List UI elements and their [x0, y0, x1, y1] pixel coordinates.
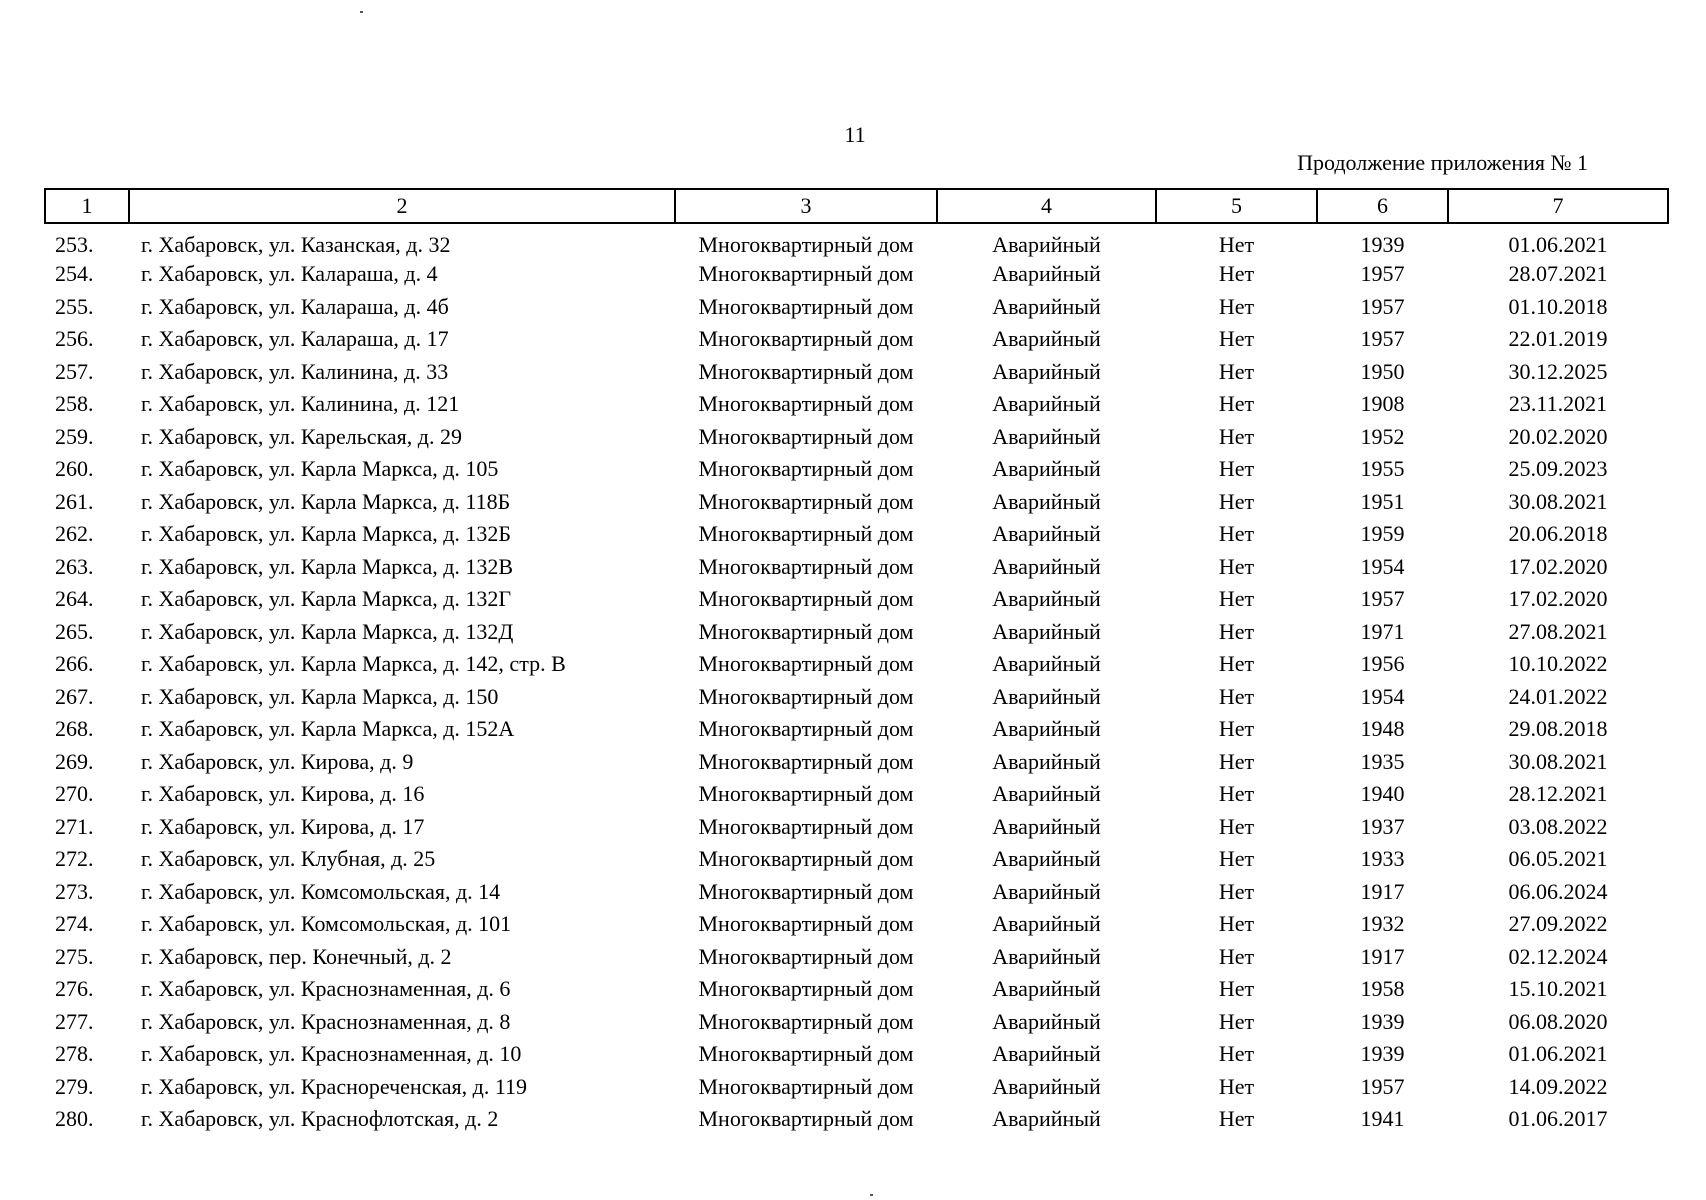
year-built-cell: 1951 — [1360, 488, 1405, 514]
building-type-cell: Многоквартирный дом — [698, 293, 914, 319]
row-number: 265. — [55, 618, 94, 644]
flag-cell: Нет — [1218, 911, 1255, 937]
condition-cell: Аварийный — [992, 618, 1101, 644]
table-row — [45, 1103, 1668, 1136]
flag-cell: Нет — [1218, 618, 1255, 644]
date-cell: 06.08.2020 — [1508, 1008, 1608, 1034]
row-number: 276. — [55, 976, 94, 1002]
building-type-cell: Многоквартирный дом — [698, 813, 914, 839]
building-type-cell: Многоквартирный дом — [698, 358, 914, 384]
year-built-cell: 1957 — [1360, 326, 1405, 352]
condition-cell: Аварийный — [992, 943, 1101, 969]
scan-speck-bottom — [870, 1194, 873, 1196]
year-built-cell: 1954 — [1360, 683, 1405, 709]
row-number: 259. — [55, 423, 94, 449]
flag-cell: Нет — [1218, 1106, 1255, 1132]
table-row — [45, 356, 1668, 389]
address-cell: г. Хабаровск, ул. Краснореченская, д. 119 — [141, 1073, 528, 1099]
column-header-2: 2 — [129, 189, 675, 223]
building-type-cell: Многоквартирный дом — [698, 683, 914, 709]
row-number: 261. — [55, 488, 94, 514]
row-number: 254. — [55, 261, 94, 287]
table-row — [45, 811, 1668, 844]
page-number: 11 — [844, 122, 866, 147]
table-row — [45, 388, 1668, 421]
date-cell: 29.08.2018 — [1508, 716, 1608, 742]
year-built-cell: 1950 — [1360, 358, 1405, 384]
flag-cell: Нет — [1218, 1073, 1255, 1099]
condition-cell: Аварийный — [992, 976, 1101, 1002]
row-number: 255. — [55, 293, 94, 319]
year-built-cell: 1957 — [1360, 261, 1405, 287]
flag-cell: Нет — [1218, 1041, 1255, 1067]
table-row — [45, 616, 1668, 649]
table-row — [45, 518, 1668, 551]
condition-cell: Аварийный — [992, 586, 1101, 612]
table-row — [45, 746, 1668, 779]
building-type-cell: Многоквартирный дом — [698, 911, 914, 937]
flag-cell: Нет — [1218, 261, 1255, 287]
address-cell: г. Хабаровск, ул. Карла Маркса, д. 132Г — [141, 586, 512, 612]
column-header-3: 3 — [675, 189, 937, 223]
year-built-cell: 1939 — [1360, 232, 1405, 257]
year-built-cell: 1957 — [1360, 1073, 1405, 1099]
flag-cell: Нет — [1218, 716, 1255, 742]
condition-cell: Аварийный — [992, 911, 1101, 937]
column-header-1: 1 — [45, 189, 129, 223]
year-built-cell: 1959 — [1360, 521, 1405, 547]
date-cell: 17.02.2020 — [1508, 586, 1608, 612]
row-number: 275. — [55, 943, 94, 969]
table-row — [45, 843, 1668, 876]
condition-cell: Аварийный — [992, 1041, 1101, 1067]
column-header-6: 6 — [1317, 189, 1448, 223]
appendix-continuation-label: Продолжение приложения № 1 — [1297, 150, 1588, 175]
address-cell: г. Хабаровск, ул. Краснознаменная, д. 6 — [141, 976, 511, 1002]
row-number: 272. — [55, 846, 94, 872]
year-built-cell: 1957 — [1360, 586, 1405, 612]
table-row — [45, 876, 1668, 909]
flag-cell: Нет — [1218, 846, 1255, 872]
year-built-cell: 1935 — [1360, 748, 1405, 774]
date-cell: 06.05.2021 — [1508, 846, 1608, 872]
building-type-cell: Многоквартирный дом — [698, 423, 914, 449]
address-cell: г. Хабаровск, ул. Карла Маркса, д. 142, стр. В — [141, 651, 566, 677]
table-body — [45, 223, 1668, 1136]
year-built-cell: 1917 — [1360, 943, 1405, 969]
address-cell: г. Хабаровск, ул. Карла Маркса, д. 150 — [141, 683, 499, 709]
flag-cell: Нет — [1218, 748, 1255, 774]
row-number: 263. — [55, 553, 94, 579]
condition-cell: Аварийный — [992, 716, 1101, 742]
year-built-cell: 1957 — [1360, 293, 1405, 319]
row-number: 269. — [55, 748, 94, 774]
building-type-cell: Многоквартирный дом — [698, 1073, 914, 1099]
address-cell: г. Хабаровск, ул. Карла Маркса, д. 132В — [141, 553, 514, 579]
condition-cell: Аварийный — [992, 423, 1101, 449]
condition-cell: Аварийный — [992, 232, 1101, 257]
year-built-cell: 1937 — [1360, 813, 1405, 839]
address-cell: г. Хабаровск, ул. Краснофлотская, д. 2 — [141, 1106, 499, 1132]
table-row — [45, 1006, 1668, 1039]
date-cell: 03.08.2022 — [1508, 813, 1608, 839]
date-cell: 17.02.2020 — [1508, 553, 1608, 579]
date-cell: 28.12.2021 — [1508, 781, 1608, 807]
date-cell: 06.06.2024 — [1508, 878, 1608, 904]
condition-cell: Аварийный — [992, 846, 1101, 872]
table-row — [45, 583, 1668, 616]
address-cell: г. Хабаровск, ул. Карла Маркса, д. 132Д — [141, 618, 514, 644]
condition-cell: Аварийный — [992, 358, 1101, 384]
column-header-5: 5 — [1156, 189, 1317, 223]
flag-cell: Нет — [1218, 683, 1255, 709]
condition-cell: Аварийный — [992, 1008, 1101, 1034]
condition-cell: Аварийный — [992, 1106, 1101, 1132]
flag-cell: Нет — [1218, 326, 1255, 352]
date-cell: 01.06.2017 — [1508, 1106, 1608, 1132]
condition-cell: Аварийный — [992, 878, 1101, 904]
date-cell: 10.10.2022 — [1508, 651, 1608, 677]
flag-cell: Нет — [1218, 878, 1255, 904]
row-number: 258. — [55, 391, 94, 417]
date-cell: 30.08.2021 — [1508, 748, 1608, 774]
column-header-4: 4 — [937, 189, 1156, 223]
building-type-cell: Многоквартирный дом — [698, 391, 914, 417]
scan-speck-top — [360, 11, 363, 13]
date-cell: 30.12.2025 — [1508, 358, 1608, 384]
row-number: 262. — [55, 521, 94, 547]
flag-cell: Нет — [1218, 553, 1255, 579]
building-type-cell: Многоквартирный дом — [698, 488, 914, 514]
flag-cell: Нет — [1218, 813, 1255, 839]
address-cell: г. Хабаровск, ул. Калараша, д. 17 — [141, 326, 449, 352]
building-type-cell: Многоквартирный дом — [698, 326, 914, 352]
condition-cell: Аварийный — [992, 293, 1101, 319]
building-type-cell: Многоквартирный дом — [698, 232, 914, 257]
date-cell: 20.02.2020 — [1508, 423, 1608, 449]
building-type-cell: Многоквартирный дом — [698, 618, 914, 644]
address-cell: г. Хабаровск, ул. Карла Маркса, д. 152А — [141, 716, 515, 742]
condition-cell: Аварийный — [992, 748, 1101, 774]
address-cell: г. Хабаровск, ул. Кирова, д. 16 — [141, 781, 425, 807]
table-row — [45, 453, 1668, 486]
date-cell: 24.01.2022 — [1508, 683, 1608, 709]
condition-cell: Аварийный — [992, 391, 1101, 417]
row-number: 260. — [55, 456, 94, 482]
address-cell: г. Хабаровск, ул. Комсомольская, д. 101 — [141, 911, 512, 937]
year-built-cell: 1958 — [1360, 976, 1405, 1002]
flag-cell: Нет — [1218, 1008, 1255, 1034]
table-row — [45, 291, 1668, 324]
year-built-cell: 1933 — [1360, 846, 1405, 872]
date-cell: 28.07.2021 — [1508, 261, 1608, 287]
date-cell: 01.10.2018 — [1508, 293, 1608, 319]
table-row — [45, 681, 1668, 714]
date-cell: 01.06.2021 — [1508, 232, 1608, 257]
address-cell: г. Хабаровск, ул. Карла Маркса, д. 132Б — [141, 521, 512, 547]
row-number: 270. — [55, 781, 94, 807]
year-built-cell: 1932 — [1360, 911, 1405, 937]
building-type-cell: Многоквартирный дом — [698, 1106, 914, 1132]
year-built-cell: 1955 — [1360, 456, 1405, 482]
address-cell: г. Хабаровск, ул. Карла Маркса, д. 118Б — [141, 488, 511, 514]
date-cell: 23.11.2021 — [1508, 391, 1608, 417]
building-type-cell: Многоквартирный дом — [698, 553, 914, 579]
table-row — [45, 778, 1668, 811]
year-built-cell: 1948 — [1360, 716, 1405, 742]
building-type-cell: Многоквартирный дом — [698, 1041, 914, 1067]
row-number: 257. — [55, 358, 94, 384]
table-row — [45, 973, 1668, 1006]
row-number: 279. — [55, 1073, 94, 1099]
address-cell: г. Хабаровск, ул. Комсомольская, д. 14 — [141, 878, 501, 904]
address-cell: г. Хабаровск, ул. Калинина, д. 33 — [141, 358, 449, 384]
flag-cell: Нет — [1218, 232, 1255, 257]
row-number: 266. — [55, 651, 94, 677]
column-header-7: 7 — [1448, 189, 1668, 223]
building-type-cell: Многоквартирный дом — [698, 878, 914, 904]
condition-cell: Аварийный — [992, 456, 1101, 482]
flag-cell: Нет — [1218, 943, 1255, 969]
table-row — [45, 1071, 1668, 1104]
flag-cell: Нет — [1218, 293, 1255, 319]
flag-cell: Нет — [1218, 976, 1255, 1002]
row-number: 278. — [55, 1041, 94, 1067]
row-number: 274. — [55, 911, 94, 937]
table-row — [45, 648, 1668, 681]
address-cell: г. Хабаровск, ул. Кирова, д. 9 — [141, 748, 414, 774]
row-number: 264. — [55, 586, 94, 612]
building-type-cell: Многоквартирный дом — [698, 586, 914, 612]
table-row — [45, 551, 1668, 584]
date-cell: 20.06.2018 — [1508, 521, 1608, 547]
year-built-cell: 1956 — [1360, 651, 1405, 677]
table-row — [45, 908, 1668, 941]
date-cell: 02.12.2024 — [1508, 943, 1608, 969]
condition-cell: Аварийный — [992, 326, 1101, 352]
date-cell: 14.09.2022 — [1508, 1073, 1608, 1099]
row-number: 277. — [55, 1008, 94, 1034]
building-type-cell: Многоквартирный дом — [698, 261, 914, 287]
date-cell: 22.01.2019 — [1508, 326, 1608, 352]
address-cell: г. Хабаровск, ул. Кирова, д. 17 — [141, 813, 425, 839]
year-built-cell: 1939 — [1360, 1008, 1405, 1034]
year-built-cell: 1917 — [1360, 878, 1405, 904]
table-row — [45, 421, 1668, 454]
flag-cell: Нет — [1218, 651, 1255, 677]
address-cell: г. Хабаровск, ул. Краснознаменная, д. 8 — [141, 1008, 511, 1034]
address-cell: г. Хабаровск, ул. Казанская, д. 32 — [141, 232, 451, 257]
row-number: 273. — [55, 878, 94, 904]
date-cell: 25.09.2023 — [1508, 456, 1608, 482]
year-built-cell: 1908 — [1360, 391, 1405, 417]
row-number: 268. — [55, 716, 94, 742]
condition-cell: Аварийный — [992, 521, 1101, 547]
condition-cell: Аварийный — [992, 813, 1101, 839]
flag-cell: Нет — [1218, 488, 1255, 514]
date-cell: 15.10.2021 — [1508, 976, 1608, 1002]
table-row — [45, 713, 1668, 746]
date-cell: 30.08.2021 — [1508, 488, 1608, 514]
building-type-cell: Многоквартирный дом — [698, 716, 914, 742]
table-row — [45, 941, 1668, 974]
table-row — [45, 258, 1668, 291]
date-cell: 27.09.2022 — [1508, 911, 1608, 937]
address-cell: г. Хабаровск, ул. Карла Маркса, д. 105 — [141, 456, 499, 482]
column-number-header-row — [45, 189, 1668, 223]
condition-cell: Аварийный — [992, 651, 1101, 677]
emergency-housing-table — [44, 188, 1669, 1136]
condition-cell: Аварийный — [992, 261, 1101, 287]
year-built-cell: 1941 — [1360, 1106, 1405, 1132]
condition-cell: Аварийный — [992, 488, 1101, 514]
row-number: 267. — [55, 683, 94, 709]
building-type-cell: Многоквартирный дом — [698, 781, 914, 807]
condition-cell: Аварийный — [992, 553, 1101, 579]
address-cell: г. Хабаровск, ул. Клубная, д. 25 — [141, 846, 436, 872]
table-row — [45, 323, 1668, 356]
flag-cell: Нет — [1218, 781, 1255, 807]
table-row — [45, 1038, 1668, 1071]
building-type-cell: Многоквартирный дом — [698, 651, 914, 677]
address-cell: г. Хабаровск, ул. Калинина, д. 121 — [141, 391, 460, 417]
condition-cell: Аварийный — [992, 683, 1101, 709]
year-built-cell: 1940 — [1360, 781, 1405, 807]
date-cell: 27.08.2021 — [1508, 618, 1608, 644]
flag-cell: Нет — [1218, 456, 1255, 482]
flag-cell: Нет — [1218, 521, 1255, 547]
building-type-cell: Многоквартирный дом — [698, 456, 914, 482]
table-row — [45, 223, 1668, 258]
year-built-cell: 1971 — [1360, 618, 1405, 644]
building-type-cell: Многоквартирный дом — [698, 976, 914, 1002]
year-built-cell: 1954 — [1360, 553, 1405, 579]
condition-cell: Аварийный — [992, 781, 1101, 807]
building-type-cell: Многоквартирный дом — [698, 1008, 914, 1034]
address-cell: г. Хабаровск, ул. Калараша, д. 4 — [141, 261, 438, 287]
row-number: 253. — [55, 232, 94, 257]
flag-cell: Нет — [1218, 391, 1255, 417]
row-number: 256. — [55, 326, 94, 352]
condition-cell: Аварийный — [992, 1073, 1101, 1099]
year-built-cell: 1939 — [1360, 1041, 1405, 1067]
address-cell: г. Хабаровск, пер. Конечный, д. 2 — [141, 943, 452, 969]
building-type-cell: Многоквартирный дом — [698, 846, 914, 872]
year-built-cell: 1952 — [1360, 423, 1405, 449]
table-row — [45, 486, 1668, 519]
address-cell: г. Хабаровск, ул. Калараша, д. 4б — [141, 293, 449, 319]
building-type-cell: Многоквартирный дом — [698, 943, 914, 969]
flag-cell: Нет — [1218, 586, 1255, 612]
building-type-cell: Многоквартирный дом — [698, 521, 914, 547]
flag-cell: Нет — [1218, 358, 1255, 384]
address-cell: г. Хабаровск, ул. Карельская, д. 29 — [141, 423, 462, 449]
date-cell: 01.06.2021 — [1508, 1041, 1608, 1067]
row-number: 271. — [55, 813, 94, 839]
address-cell: г. Хабаровск, ул. Краснознаменная, д. 10 — [141, 1041, 522, 1067]
building-type-cell: Многоквартирный дом — [698, 748, 914, 774]
row-number: 280. — [55, 1106, 94, 1132]
flag-cell: Нет — [1218, 423, 1255, 449]
